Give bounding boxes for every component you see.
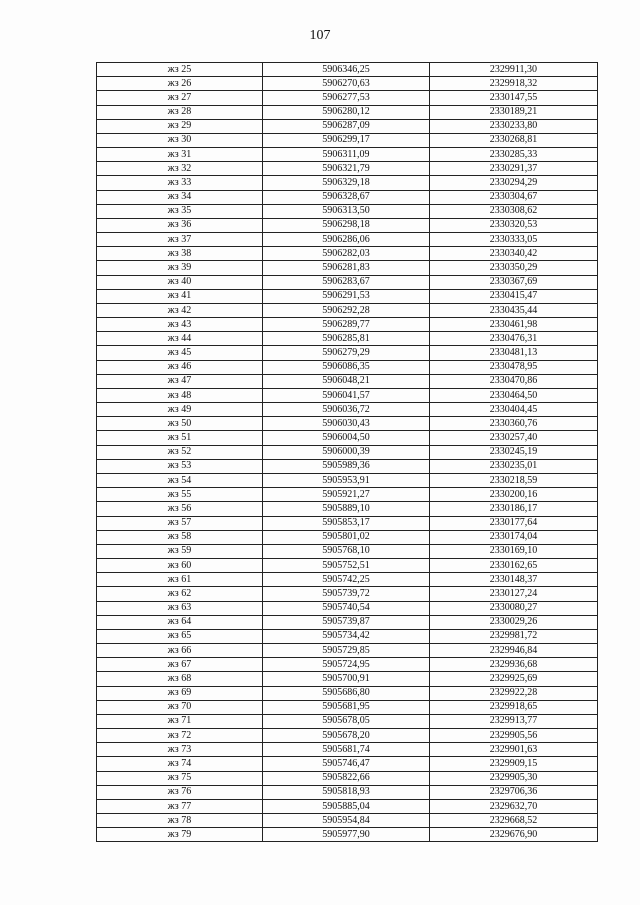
point-name-cell: жз 63 — [97, 601, 263, 615]
y-coordinate-cell: 2330367,69 — [430, 275, 598, 289]
x-coordinate-cell: 5906299,17 — [263, 133, 430, 147]
x-coordinate-cell: 5906287,09 — [263, 119, 430, 133]
x-coordinate-cell: 5905686,80 — [263, 686, 430, 700]
y-coordinate-cell: 2329911,30 — [430, 63, 598, 77]
y-coordinate-cell: 2330291,37 — [430, 162, 598, 176]
x-coordinate-cell: 5906298,18 — [263, 218, 430, 232]
table-row — [97, 672, 598, 686]
y-coordinate-cell: 2330461,98 — [430, 318, 598, 332]
x-coordinate-cell: 5906041,57 — [263, 388, 430, 402]
x-coordinate-cell: 5906292,28 — [263, 303, 430, 317]
x-coordinate-cell: 5906048,21 — [263, 374, 430, 388]
x-coordinate-cell: 5906286,06 — [263, 233, 430, 247]
table-row — [97, 148, 598, 162]
point-name-cell: жз 31 — [97, 148, 263, 162]
x-coordinate-cell: 5906281,83 — [263, 261, 430, 275]
x-coordinate-cell: 5905681,95 — [263, 700, 430, 714]
table-row — [97, 644, 598, 658]
table-row — [97, 374, 598, 388]
y-coordinate-cell: 2330308,62 — [430, 204, 598, 218]
table-row — [97, 247, 598, 261]
x-coordinate-cell: 5905885,04 — [263, 799, 430, 813]
point-name-cell: жз 36 — [97, 218, 263, 232]
table-row — [97, 417, 598, 431]
y-coordinate-cell: 2329905,56 — [430, 729, 598, 743]
table-row — [97, 360, 598, 374]
table-row — [97, 814, 598, 828]
point-name-cell: жз 45 — [97, 346, 263, 360]
x-coordinate-cell: 5905729,85 — [263, 644, 430, 658]
table-row — [97, 757, 598, 771]
y-coordinate-cell: 2330080,27 — [430, 601, 598, 615]
point-name-cell: жз 58 — [97, 530, 263, 544]
x-coordinate-cell: 5906279,29 — [263, 346, 430, 360]
y-coordinate-cell: 2329918,65 — [430, 700, 598, 714]
point-name-cell: жз 76 — [97, 785, 263, 799]
table-row — [97, 473, 598, 487]
point-name-cell: жз 67 — [97, 658, 263, 672]
table-row — [97, 431, 598, 445]
point-name-cell: жз 38 — [97, 247, 263, 261]
table-row — [97, 799, 598, 813]
point-name-cell: жз 46 — [97, 360, 263, 374]
point-name-cell: жз 78 — [97, 814, 263, 828]
y-coordinate-cell: 2329668,52 — [430, 814, 598, 828]
y-coordinate-cell: 2330245,19 — [430, 445, 598, 459]
point-name-cell: жз 62 — [97, 587, 263, 601]
x-coordinate-cell: 5906000,39 — [263, 445, 430, 459]
point-name-cell: жз 35 — [97, 204, 263, 218]
point-name-cell: жз 50 — [97, 417, 263, 431]
point-name-cell: жз 70 — [97, 700, 263, 714]
point-name-cell: жз 37 — [97, 233, 263, 247]
y-coordinate-cell: 2330470,86 — [430, 374, 598, 388]
table-row — [97, 629, 598, 643]
x-coordinate-cell: 5906289,77 — [263, 318, 430, 332]
x-coordinate-cell: 5906285,81 — [263, 332, 430, 346]
table-row — [97, 559, 598, 573]
y-coordinate-cell: 2329632,70 — [430, 799, 598, 813]
table-row — [97, 488, 598, 502]
table-row — [97, 388, 598, 402]
point-name-cell: жз 41 — [97, 289, 263, 303]
x-coordinate-cell: 5905889,10 — [263, 502, 430, 516]
x-coordinate-cell: 5906277,53 — [263, 91, 430, 105]
x-coordinate-cell: 5906328,67 — [263, 190, 430, 204]
table-row — [97, 204, 598, 218]
point-name-cell: жз 79 — [97, 828, 263, 842]
point-name-cell: жз 30 — [97, 133, 263, 147]
y-coordinate-cell: 2330415,47 — [430, 289, 598, 303]
y-coordinate-cell: 2330147,55 — [430, 91, 598, 105]
point-name-cell: жз 52 — [97, 445, 263, 459]
x-coordinate-cell: 5905822,66 — [263, 771, 430, 785]
point-name-cell: жз 53 — [97, 459, 263, 473]
y-coordinate-cell: 2330464,50 — [430, 388, 598, 402]
x-coordinate-cell: 5905746,47 — [263, 757, 430, 771]
point-name-cell: жз 64 — [97, 615, 263, 629]
table-row — [97, 743, 598, 757]
point-name-cell: жз 69 — [97, 686, 263, 700]
y-coordinate-cell: 2330162,65 — [430, 559, 598, 573]
x-coordinate-cell: 5906036,72 — [263, 403, 430, 417]
table-row — [97, 516, 598, 530]
x-coordinate-cell: 5905954,84 — [263, 814, 430, 828]
x-coordinate-cell: 5906313,50 — [263, 204, 430, 218]
x-coordinate-cell: 5905742,25 — [263, 573, 430, 587]
table-row — [97, 502, 598, 516]
point-name-cell: жз 25 — [97, 63, 263, 77]
table-row — [97, 601, 598, 615]
x-coordinate-cell: 5905700,91 — [263, 672, 430, 686]
point-name-cell: жз 40 — [97, 275, 263, 289]
point-name-cell: жз 77 — [97, 799, 263, 813]
coordinates-table-body — [97, 63, 598, 842]
point-name-cell: жз 60 — [97, 559, 263, 573]
y-coordinate-cell: 2330333,05 — [430, 233, 598, 247]
y-coordinate-cell: 2330481,13 — [430, 346, 598, 360]
y-coordinate-cell: 2330285,33 — [430, 148, 598, 162]
point-name-cell: жз 48 — [97, 388, 263, 402]
point-name-cell: жз 54 — [97, 473, 263, 487]
y-coordinate-cell: 2330235,01 — [430, 459, 598, 473]
x-coordinate-cell: 5905768,10 — [263, 544, 430, 558]
x-coordinate-cell: 5906282,03 — [263, 247, 430, 261]
x-coordinate-cell: 5905752,51 — [263, 559, 430, 573]
x-coordinate-cell: 5905853,17 — [263, 516, 430, 530]
x-coordinate-cell: 5905724,95 — [263, 658, 430, 672]
table-row — [97, 686, 598, 700]
table-row — [97, 105, 598, 119]
table-row — [97, 133, 598, 147]
table-row — [97, 714, 598, 728]
point-name-cell: жз 49 — [97, 403, 263, 417]
point-name-cell: жз 75 — [97, 771, 263, 785]
y-coordinate-cell: 2330476,31 — [430, 332, 598, 346]
point-name-cell: жз 43 — [97, 318, 263, 332]
y-coordinate-cell: 2330186,17 — [430, 502, 598, 516]
point-name-cell: жз 59 — [97, 544, 263, 558]
x-coordinate-cell: 5905678,20 — [263, 729, 430, 743]
table-row — [97, 218, 598, 232]
point-name-cell: жз 27 — [97, 91, 263, 105]
y-coordinate-cell: 2329925,69 — [430, 672, 598, 686]
table-row — [97, 658, 598, 672]
x-coordinate-cell: 5905953,91 — [263, 473, 430, 487]
y-coordinate-cell: 2329913,77 — [430, 714, 598, 728]
y-coordinate-cell: 2330257,40 — [430, 431, 598, 445]
table-row — [97, 318, 598, 332]
y-coordinate-cell: 2330340,42 — [430, 247, 598, 261]
point-name-cell: жз 57 — [97, 516, 263, 530]
table-row — [97, 63, 598, 77]
point-name-cell: жз 33 — [97, 176, 263, 190]
point-name-cell: жз 51 — [97, 431, 263, 445]
y-coordinate-cell: 2330404,45 — [430, 403, 598, 417]
coordinates-table — [96, 62, 598, 842]
y-coordinate-cell: 2330218,59 — [430, 473, 598, 487]
x-coordinate-cell: 5906311,09 — [263, 148, 430, 162]
table-row — [97, 176, 598, 190]
point-name-cell: жз 56 — [97, 502, 263, 516]
table-row — [97, 162, 598, 176]
y-coordinate-cell: 2329676,90 — [430, 828, 598, 842]
table-row — [97, 77, 598, 91]
point-name-cell: жз 47 — [97, 374, 263, 388]
y-coordinate-cell: 2330435,44 — [430, 303, 598, 317]
x-coordinate-cell: 5905734,42 — [263, 629, 430, 643]
point-name-cell: жз 39 — [97, 261, 263, 275]
y-coordinate-cell: 2330174,04 — [430, 530, 598, 544]
point-name-cell: жз 61 — [97, 573, 263, 587]
table-row — [97, 445, 598, 459]
x-coordinate-cell: 5906086,35 — [263, 360, 430, 374]
table-row — [97, 459, 598, 473]
y-coordinate-cell: 2330169,10 — [430, 544, 598, 558]
x-coordinate-cell: 5905989,36 — [263, 459, 430, 473]
y-coordinate-cell: 2330177,64 — [430, 516, 598, 530]
x-coordinate-cell: 5905739,72 — [263, 587, 430, 601]
x-coordinate-cell: 5906004,50 — [263, 431, 430, 445]
x-coordinate-cell: 5906291,53 — [263, 289, 430, 303]
table-row — [97, 403, 598, 417]
table-row — [97, 91, 598, 105]
y-coordinate-cell: 2330233,80 — [430, 119, 598, 133]
table-row — [97, 275, 598, 289]
x-coordinate-cell: 5905977,90 — [263, 828, 430, 842]
point-name-cell: жз 29 — [97, 119, 263, 133]
table-row — [97, 119, 598, 133]
x-coordinate-cell: 5905678,05 — [263, 714, 430, 728]
x-coordinate-cell: 5905921,27 — [263, 488, 430, 502]
y-coordinate-cell: 2330304,67 — [430, 190, 598, 204]
y-coordinate-cell: 2329905,30 — [430, 771, 598, 785]
y-coordinate-cell: 2330294,29 — [430, 176, 598, 190]
table-row — [97, 332, 598, 346]
point-name-cell: жз 26 — [97, 77, 263, 91]
point-name-cell: жз 65 — [97, 629, 263, 643]
x-coordinate-cell: 5906346,25 — [263, 63, 430, 77]
table-row — [97, 190, 598, 204]
table-row — [97, 700, 598, 714]
table-row — [97, 573, 598, 587]
table-row — [97, 303, 598, 317]
y-coordinate-cell: 2330200,16 — [430, 488, 598, 502]
y-coordinate-cell: 2329922,28 — [430, 686, 598, 700]
x-coordinate-cell: 5905681,74 — [263, 743, 430, 757]
y-coordinate-cell: 2330148,37 — [430, 573, 598, 587]
x-coordinate-cell: 5905818,93 — [263, 785, 430, 799]
point-name-cell: жз 71 — [97, 714, 263, 728]
x-coordinate-cell: 5906329,18 — [263, 176, 430, 190]
x-coordinate-cell: 5905740,54 — [263, 601, 430, 615]
point-name-cell: жз 68 — [97, 672, 263, 686]
y-coordinate-cell: 2330127,24 — [430, 587, 598, 601]
table-row — [97, 729, 598, 743]
y-coordinate-cell: 2330268,81 — [430, 133, 598, 147]
point-name-cell: жз 66 — [97, 644, 263, 658]
y-coordinate-cell: 2329981,72 — [430, 629, 598, 643]
point-name-cell: жз 72 — [97, 729, 263, 743]
y-coordinate-cell: 2329901,63 — [430, 743, 598, 757]
point-name-cell: жз 74 — [97, 757, 263, 771]
point-name-cell: жз 44 — [97, 332, 263, 346]
x-coordinate-cell: 5906283,67 — [263, 275, 430, 289]
y-coordinate-cell: 2329936,68 — [430, 658, 598, 672]
point-name-cell: жз 42 — [97, 303, 263, 317]
point-name-cell: жз 32 — [97, 162, 263, 176]
table-row — [97, 771, 598, 785]
y-coordinate-cell: 2330350,29 — [430, 261, 598, 275]
point-name-cell: жз 73 — [97, 743, 263, 757]
x-coordinate-cell: 5906270,63 — [263, 77, 430, 91]
y-coordinate-cell: 2329706,36 — [430, 785, 598, 799]
table-row — [97, 544, 598, 558]
x-coordinate-cell: 5906321,79 — [263, 162, 430, 176]
x-coordinate-cell: 5905739,87 — [263, 615, 430, 629]
y-coordinate-cell: 2330478,95 — [430, 360, 598, 374]
y-coordinate-cell: 2329946,84 — [430, 644, 598, 658]
point-name-cell: жз 28 — [97, 105, 263, 119]
x-coordinate-cell: 5906280,12 — [263, 105, 430, 119]
table-row — [97, 346, 598, 360]
y-coordinate-cell: 2330029,26 — [430, 615, 598, 629]
x-coordinate-cell: 5905801,02 — [263, 530, 430, 544]
page-number: 107 — [309, 28, 331, 43]
table-row — [97, 233, 598, 247]
table-row — [97, 615, 598, 629]
x-coordinate-cell: 5906030,43 — [263, 417, 430, 431]
y-coordinate-cell: 2330189,21 — [430, 105, 598, 119]
table-row — [97, 261, 598, 275]
point-name-cell: жз 55 — [97, 488, 263, 502]
y-coordinate-cell: 2330320,53 — [430, 218, 598, 232]
table-row — [97, 785, 598, 799]
table-row — [97, 828, 598, 842]
table-row — [97, 289, 598, 303]
y-coordinate-cell: 2329909,15 — [430, 757, 598, 771]
table-row — [97, 587, 598, 601]
y-coordinate-cell: 2329918,32 — [430, 77, 598, 91]
table-row — [97, 530, 598, 544]
y-coordinate-cell: 2330360,76 — [430, 417, 598, 431]
point-name-cell: жз 34 — [97, 190, 263, 204]
